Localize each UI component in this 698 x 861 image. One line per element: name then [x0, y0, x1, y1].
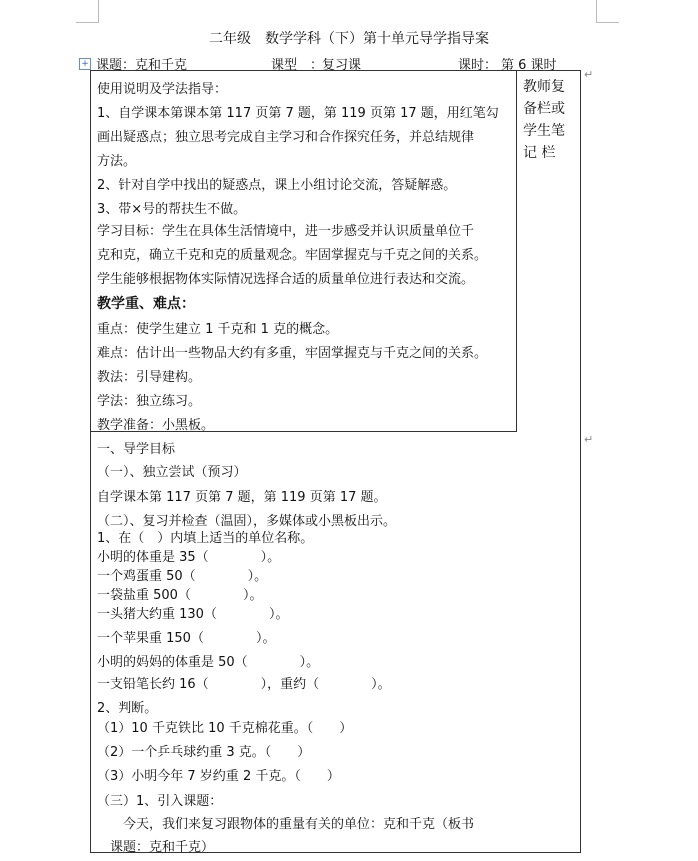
- type-value: 复习课: [322, 58, 362, 73]
- guide-line: （3）小明今年 7 岁约重 2 千克。（ ）: [97, 769, 340, 784]
- guide-line: 一支铅笔长约 16（ ），重约（ ）。: [97, 677, 391, 692]
- guide-line: 1、在（ ）内填上适当的单位名称。: [97, 531, 314, 546]
- guide-line: 一个鸡蛋重 50（ ）。: [97, 569, 268, 584]
- guide-line: （2）一个乒乓球约重 3 克。（ ）: [97, 745, 311, 760]
- period-value: 第 6 课时: [501, 58, 557, 73]
- guide-line: 小明的妈妈的体重是 50（ ）。: [97, 655, 320, 670]
- topic-label: 课题：: [96, 58, 136, 73]
- notes-line: 学生笔: [523, 123, 565, 139]
- column-divider: [516, 70, 517, 432]
- table-move-handle-icon[interactable]: +: [79, 58, 91, 70]
- guide-line: （1）10 千克铁比 10 千克棉花重。（ ）: [97, 721, 353, 736]
- guide-line: （三）1、引入课题：: [97, 794, 223, 809]
- instruction-line: 3、带×号的帮扶生不做。: [97, 202, 247, 217]
- guide-line: （一）、独立尝试（预习）: [97, 465, 247, 480]
- guide-line: 课题：克和千克）: [97, 840, 215, 855]
- guide-line: 2、判断。: [97, 701, 158, 716]
- guide-line: 一头猪大约重 130（ ）。: [97, 607, 289, 622]
- guide-line: 小明的体重是 35（ ）。: [97, 550, 281, 565]
- cell-end-mark: ↵: [584, 433, 594, 446]
- notes-line: 备栏或: [523, 101, 565, 117]
- period-label: 课时：: [458, 58, 498, 73]
- notes-line: 教师复: [523, 79, 565, 95]
- guide-line: 今天，我们来复习跟物体的重量有关的单位：克和千克（板书: [97, 817, 475, 832]
- guide-line: 一、导学目标: [97, 442, 176, 457]
- instruction-line: 教学准备：小黑板。: [97, 418, 215, 433]
- instruction-line: 克和克，确立千克和克的质量观念。牢固掌握克与千克之间的关系。: [97, 248, 488, 263]
- type-label: 课型 ：: [271, 58, 324, 73]
- instruction-line: 教学重、难点：: [97, 296, 195, 312]
- instruction-line: 学法：独立练习。: [97, 394, 202, 409]
- guide-line: 自学课本第 117 页第 7 题，第 119 页第 17 题。: [97, 490, 387, 505]
- crop-mark-top-left: [76, 0, 99, 23]
- topic-value: 克和千克: [135, 58, 188, 73]
- guide-line: 一袋盐重 500（ ）。: [97, 588, 263, 603]
- guide-line: 一个苹果重 150（ ）。: [97, 631, 276, 646]
- instruction-line: 学生能够根据物体实际情况选择合适的质量单位进行表达和交流。: [97, 272, 475, 287]
- instruction-line: 重点：使学生建立 1 千克和 1 克的概念。: [97, 322, 339, 337]
- instruction-line: 2、针对自学中找出的疑惑点，课上小组讨论交流，答疑解惑。: [97, 178, 457, 193]
- instruction-line: 教法：引导建构。: [97, 370, 202, 385]
- crop-mark-top-right: [596, 0, 619, 23]
- instruction-line: 难点：估计出一些物品大约有多重，牢固掌握克与千克之间的关系。: [97, 346, 488, 361]
- guide-line: （二）、复习并检查（温固），多媒体或小黑板出示。: [97, 514, 397, 529]
- instruction-line: 使用说明及学法指导：: [97, 82, 228, 97]
- instruction-line: 方法。: [97, 154, 137, 169]
- cell-end-mark: ↵: [584, 68, 594, 81]
- page-title: 二年级 数学学科（下）第十单元导学指导案: [209, 31, 489, 47]
- instruction-line: 画出疑惑点；独立思考完成自主学习和合作探究任务，并总结规律: [97, 130, 475, 145]
- instruction-line: 学习目标：学生在具体生活情境中，进一步感受并认识质量单位千: [97, 224, 475, 239]
- notes-column: [523, 76, 573, 164]
- instruction-line: 1、自学课本第课本第 117 页第 7 题，第 119 页第 17 题，用红笔勾: [97, 106, 499, 121]
- notes-line: 记 栏: [523, 145, 556, 161]
